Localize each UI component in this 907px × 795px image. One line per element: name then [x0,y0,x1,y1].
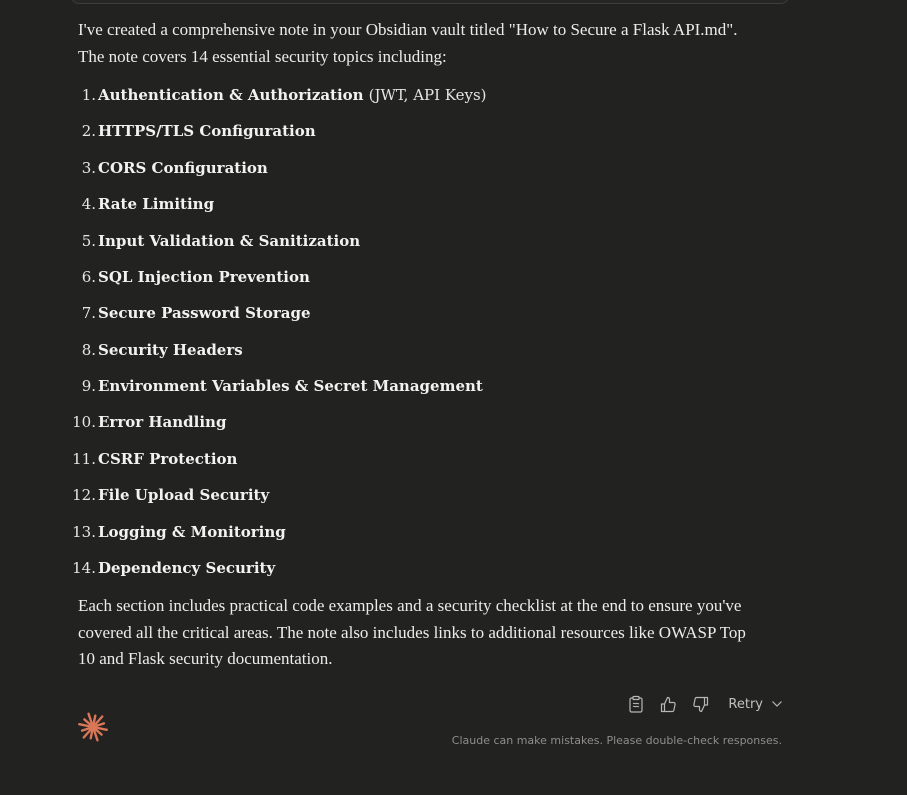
topic-number: 4. [81,195,96,214]
topic-item [72,514,758,550]
topic-title: Rate Limiting [98,195,215,214]
topic-number: 9. [81,377,96,396]
retry-label: Retry [728,696,763,712]
topic-item [78,332,758,368]
thumbs-up-icon [660,696,677,713]
topic-item [72,477,758,513]
claude-asterisk-icon [77,711,109,743]
topic-item [72,550,758,586]
topic-item [78,295,758,331]
topic-item [72,441,758,477]
topic-suffix: (JWT, API Keys) [368,85,487,104]
topic-item [78,150,758,186]
topic-title: Logging & Monitoring [98,522,286,541]
message-outro: Each section includes practical code examples and a security checklist at the end to ensure you've covered all the critical areas. The note also includes links to additional resources like OWASP Top 10 and Flask security documentation. [78,596,746,669]
topic-title: HTTPS/TLS Configuration [98,122,316,141]
topic-number: 12. [72,486,96,505]
thumbs-down-icon [692,696,709,713]
clipboard-icon [628,695,644,713]
topic-number: 1. [81,85,96,104]
topic-item [78,77,758,113]
topic-title: SQL Injection Prevention [98,267,310,286]
topic-title: Input Validation & Sanitization [98,231,361,250]
topic-item [72,405,758,441]
topics-list [72,77,758,586]
thumbs-down-button[interactable] [684,692,716,716]
topic-number: 14. [72,559,96,578]
topic-number: 13. [72,522,96,541]
retry-button[interactable] [728,697,783,712]
topic-title: Error Handling [98,413,227,432]
topic-item [78,259,758,295]
topic-item [78,223,758,259]
topic-number: 7. [81,304,96,323]
topic-number: 3. [81,158,96,177]
message-actions [620,692,783,716]
topic-number: 11. [72,449,96,468]
topic-title: Secure Password Storage [98,304,311,323]
topic-title: Dependency Security [98,559,276,578]
thumbs-up-button[interactable] [652,692,684,716]
topic-number: 5. [81,231,96,250]
topic-title: CORS Configuration [98,158,268,177]
topic-number: 6. [81,267,96,286]
disclaimer-text: Claude can make mistakes. Please double-check responses. [451,734,782,747]
topic-item [78,113,758,149]
topic-title: CSRF Protection [98,449,238,468]
topic-title: File Upload Security [98,486,270,505]
tool-result-box[interactable] [71,0,789,4]
topic-item [78,186,758,222]
topic-number: 10. [72,413,96,432]
copy-button[interactable] [620,692,652,716]
chevron-down-icon [771,700,783,708]
topic-title: Authentication & Authorization [98,85,364,104]
topic-title: Security Headers [98,340,243,359]
message-intro: I've created a comprehensive note in your Obsidian vault titled "How to Secure a Flask API.md". The note covers 14 essential security topics including: [78,20,738,66]
assistant-message [72,17,758,673]
topic-item [78,368,758,404]
topic-title: Environment Variables & Secret Management [98,377,483,396]
topic-number: 2. [81,122,96,141]
topic-number: 8. [81,340,96,359]
